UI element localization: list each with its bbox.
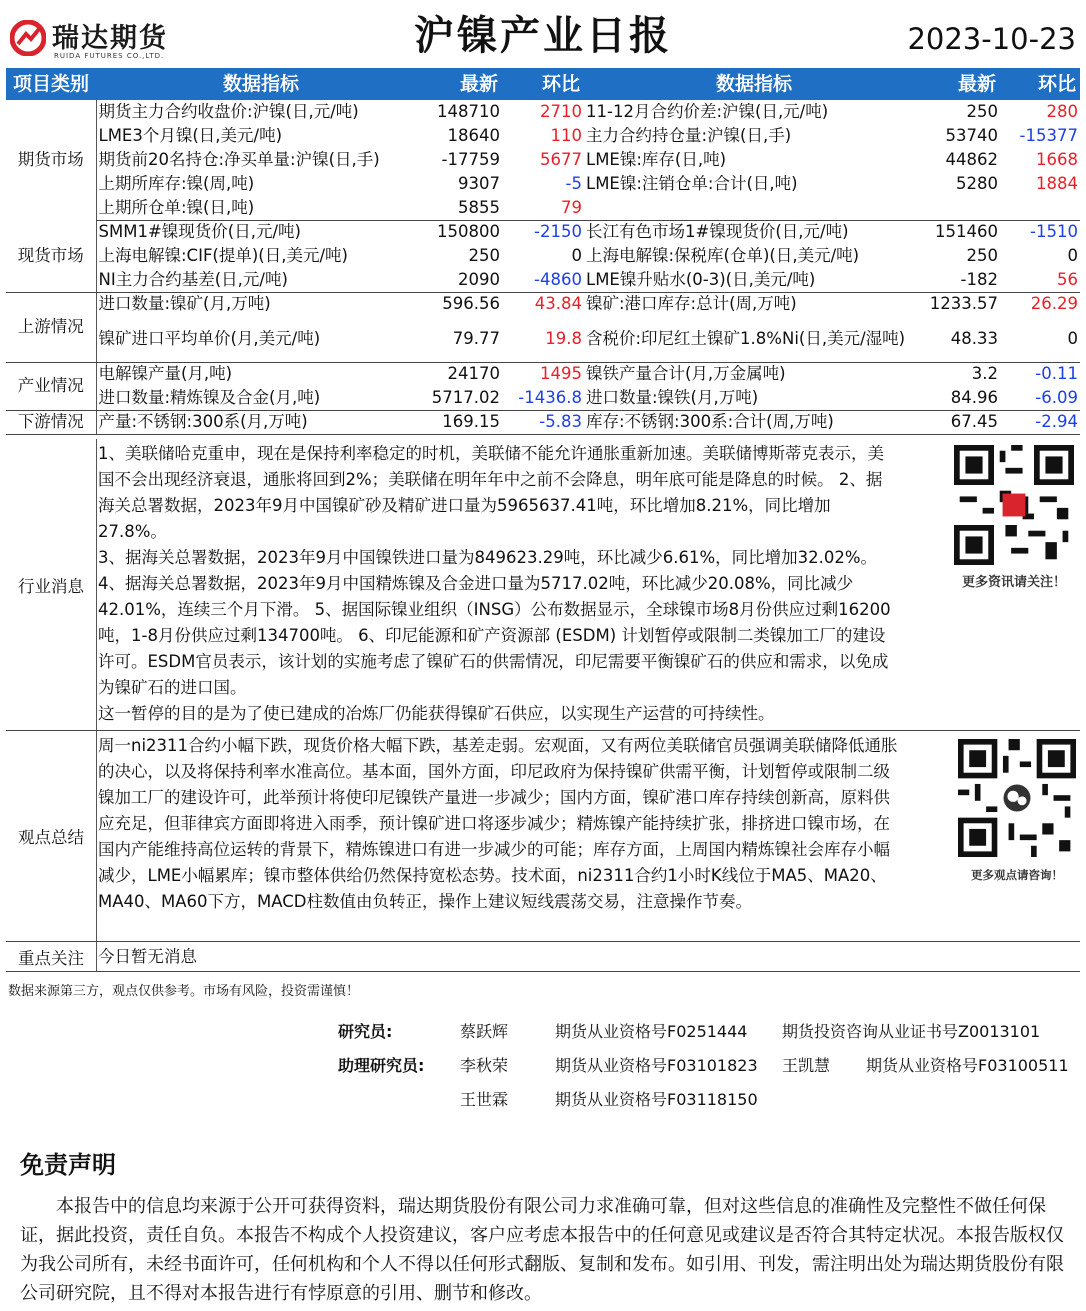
indicator-name: 上期所仓单:镍(日,吨) [96,196,426,220]
latest-value: 596.56 [442,294,500,314]
indicator-name: LME镍升贴水(0-3)(日,美元/吨) [584,268,924,292]
table-row [6,220,1080,244]
latest-value: 250 [966,246,998,265]
report-title: 沪镍产业日报 [414,13,672,59]
change-value: 43.84 [534,294,582,314]
indicator-name: 主力合约持仓量:沪镍(日,手) [586,126,792,145]
table-row [6,244,1080,268]
assistant-license: 期货从业资格号F03100511 [866,1056,1069,1075]
table-row [6,268,1080,292]
indicator-name: 产量:不锈钢:300系(月,万吨) [96,410,426,434]
latest-value: 67.45 [924,410,1000,434]
qr-code-icon [958,739,1076,857]
change-value: 280 [1046,102,1078,121]
indicator-name: 期货主力合约收盘价:沪镍(日,元/吨) [98,102,359,121]
indicator-name: 电解镍产量(月,吨) [98,364,233,384]
change-value: 110 [550,126,582,145]
section-label-view: 观点总结 [6,731,97,941]
indicator-name: 进口数量:镍矿(月,万吨) [98,294,271,314]
table-row [6,172,1080,196]
table-header-row [6,68,1080,100]
change-value: -2150 [534,222,582,242]
change-value: 56 [1000,268,1080,292]
indicator-name: 上期所库存:镍(周,吨) [98,174,255,193]
indicator-name: LME镍:库存(日,吨) [586,150,727,169]
table-row [6,148,1080,172]
latest-value: -17759 [441,150,500,169]
indicator-name: 进口数量:精炼镍及合金(月,吨) [96,386,426,410]
disclaimer-title: 免责声明 [20,1151,116,1179]
latest-value: 5280 [956,174,998,193]
change-value: 1495 [540,364,582,384]
data-table [6,68,1080,435]
latest-value: 18640 [447,126,500,145]
change-value: -2.94 [1000,410,1080,434]
change-value: 0 [1000,316,1080,362]
change-value: -4860 [502,268,584,292]
change-value: 26.29 [1030,294,1078,314]
qr-caption: 更多资讯请关注！ [961,575,1066,590]
indicator-name: NI主力合约基差(日,元/吨) [96,268,426,292]
indicator-name: LME镍:注销仓单:合计(日,吨) [586,174,798,193]
indicator-name: 含税价:印尼红土镍矿1.8%Ni(日,美元/湿吨) [584,316,924,362]
col-header-category: 项目类别 [6,68,96,100]
logo-text: 瑞达期货 [52,23,168,54]
latest-value: 5855 [426,196,502,220]
assistant-label: 助理研究员: [338,1056,425,1075]
table-row [6,386,1080,410]
disclaimer-body: 本报告中的信息均来源于公开可获得资料，瑞达期货股份有限公司力求准确可靠，但对这些信息的准确性及完整性不做任何保证，据此投资，责任自负。本报告不构成个人投资建议，客户应考虑本报告中的任何意见或建议是否符合其特定状况。本报告版权仅为我公司所有，未经书面许可，任何机构和个人不得以任何形式翻版、复制和发布。如引用、刊发，需注明出处为瑞达期货股份有限公司研究院，且不得对本报告进行有悖原意的引用、删节和修改。 [20,1196,1064,1304]
table-row [6,362,1080,386]
latest-value: 2090 [426,268,502,292]
col-header-latest-2: 最新 [924,68,1000,100]
section-label-focus: 重点关注 [6,942,97,971]
indicator-name: 上海电解镍:保税库(仓单)(日,美元/吨) [586,246,860,265]
latest-value: 44862 [945,150,998,169]
indicator-name: 期货前20名持仓:净买单量:沪镍(日,手) [98,150,380,169]
assistant-license: 期货从业资格号F03118150 [555,1090,758,1109]
col-header-latest: 最新 [426,68,502,100]
latest-value: 250 [468,246,500,265]
change-value: 0 [571,246,582,265]
indicator-name: 镍矿:港口库存:总计(周,万吨) [586,294,797,314]
change-value: 19.8 [502,316,584,362]
assistant-name: 李秋荣 [460,1056,509,1075]
footnote: 数据来源第三方，观点仅供参考。市场有风险，投资需谨慎！ [8,984,360,999]
researcher-license: 期货从业资格号F0251444 [555,1022,748,1041]
section-label-news: 行业消息 [6,439,97,730]
news-paragraph: 1、美联储哈克重申，现在是保持利率稳定的时机，美联储不能允许通胀重新加速。美联储博斯蒂克表示，美国不会出现经济衰退，通胀将回到2%；美联储在明年年中之前不会降息，明年底可能是降息的时候。 2、据海关总署数据，2023年9月中国镍矿砂及精矿进口量为5965637.41吨，环比增加8.21%，同比增加27.8%。 [98,444,884,541]
logo-subtext: RUIDA FUTURES CO.,LTD. [54,52,165,60]
researcher-label: 研究员: [338,1022,393,1041]
focus-text: 今日暂无消息 [98,947,197,966]
col-header-indicator: 数据指标 [96,68,426,100]
focus-section [6,942,1080,972]
section-label-upstream: 上游情况 [6,292,96,362]
latest-value: 24170 [447,364,500,384]
indicator-name: 11-12月合约价差:沪镍(日,元/吨) [586,102,829,121]
view-text: 周一ni2311合约小幅下跌，现货价格大幅下跌，基差走弱。宏观面，又有两位美联储官员强调美联储降低通胀的决心，以及将保持利率水准高位。基本面，国外方面，印尼政府为保持镍矿供需平衡，计划暂停或限制二级镍加工厂的建设许可，此举预计将使印尼镍铁产量进一步减少；国内方面，镍矿港口库存持续创新高，原料供应充足，但菲律宾方面即将进入雨季，预计镍矿进口将逐步减少；精炼镍产能持续扩张，排挤进口镍市场，在国内产能维持高位运转的背景下，精炼镍进口有进一步减少的可能；库存方面，上周国内精炼镍社会库存小幅减少，LME小幅累库；镍市整体供给仍然保持宽松态势。技术面，ni2311合约1小时K线位于MA5、MA20、MA40、MA60下方，MACD柱数值由负转正，操作上建议短线震荡交易，注意操作节奏。 [98,736,898,911]
change-value: -1436.8 [502,386,584,410]
news-paragraph: 这一暂停的目的是为了使已建成的冶炼厂仍能获得镍矿石供应，以实现生产运营的可持续性。 [98,704,775,723]
change-value: 5677 [540,150,582,169]
indicator-name: 库存:不锈钢:300系:合计(周,万吨) [584,410,924,434]
change-value: 1884 [1036,174,1078,193]
researcher-license: 期货投资咨询从业证书号Z0013101 [782,1022,1041,1041]
indicator-name: LME3个月镍(日,美元/吨) [98,126,283,145]
change-value: -0.11 [1035,364,1078,384]
table-row [6,100,1080,124]
news-text [98,441,898,727]
qr-code-icon [954,445,1074,565]
latest-value: 151460 [935,222,998,242]
change-value: 2710 [540,102,582,121]
news-paragraph: 3、据海关总署数据，2023年9月中国镍铁进口量为849623.29吨，环比减少6.61%，同比增加32.02%。 4、据海关总署数据，2023年9月中国精炼镍及合金进口量为5717.02吨，环比减少20.08%，同比减少42.01%，连续三个月下滑。 5、据国际镍业组织（INSG）公布数据显示，全球镍市场8月份供应过剩16200吨，1-8月份供应过剩134700吨。 6、印尼能源和矿产资源部 (ESDM) 计划暂停或限制二类镍加工厂的建设许可。ESDM官员表示，该计划的实施考虑了镍矿石的供需情况，印尼需要平衡镍矿石的供应和需求，以免成为镍矿石的进口国。 [98,548,891,697]
section-label-spot: 现货市场 [6,220,96,292]
col-header-change: 环比 [502,68,584,100]
change-value: 79 [502,196,584,220]
change-value: -5.83 [502,410,584,434]
latest-value: 3.2 [971,364,998,384]
latest-value: 169.15 [426,410,502,434]
latest-value: 5717.02 [426,386,502,410]
latest-value: -182 [924,268,1000,292]
section-label-futures: 期货市场 [6,100,96,220]
table-row [6,124,1080,148]
change-value: 1668 [1036,150,1078,169]
change-value: 0 [1067,246,1078,265]
col-header-change-2: 环比 [1000,68,1080,100]
researcher-name: 蔡跃辉 [460,1022,509,1041]
indicator-name: 镍铁产量合计(月,万金属吨) [586,364,786,384]
latest-value: 79.77 [426,316,502,362]
latest-value: 148710 [437,102,500,121]
col-header-indicator-2: 数据指标 [584,68,924,100]
qr-caption: 更多观点请咨询！ [971,868,1063,882]
report-date: 2023-10-23 [907,22,1076,56]
latest-value: 250 [966,102,998,121]
latest-value: 9307 [458,174,500,193]
indicator-name: 上海电解镍:CIF(提单)(日,美元/吨) [98,246,348,265]
table-row [6,316,1080,362]
table-row [6,292,1080,316]
change-value: -1510 [1030,222,1078,242]
section-label-downstream: 下游情况 [6,410,96,434]
latest-value: 150800 [437,222,500,242]
indicator-name: 进口数量:镍铁(月,万吨) [584,386,924,410]
latest-value: 48.33 [924,316,1000,362]
table-row [6,196,1080,220]
assistant-name: 王凯慧 [782,1056,831,1075]
latest-value: 53740 [945,126,998,145]
indicator-name: 长江有色市场1#镍现货价(日,元/吨) [586,222,849,242]
change-value: -5 [565,174,582,193]
change-value: -6.09 [1000,386,1080,410]
indicator-name: SMM1#镍现货价(日,元/吨) [98,222,301,242]
change-value: -15377 [1019,126,1078,145]
table-row [6,410,1080,434]
indicator-name: 镍矿进口平均单价(月,美元/吨) [96,316,426,362]
assistant-license: 期货从业资格号F03101823 [555,1056,758,1075]
view-section [6,731,1080,942]
assistant-name: 王世霖 [460,1090,509,1109]
news-section [6,439,1080,731]
latest-value: 1233.57 [929,294,998,314]
section-label-industry: 产业情况 [6,362,96,410]
latest-value: 84.96 [924,386,1000,410]
